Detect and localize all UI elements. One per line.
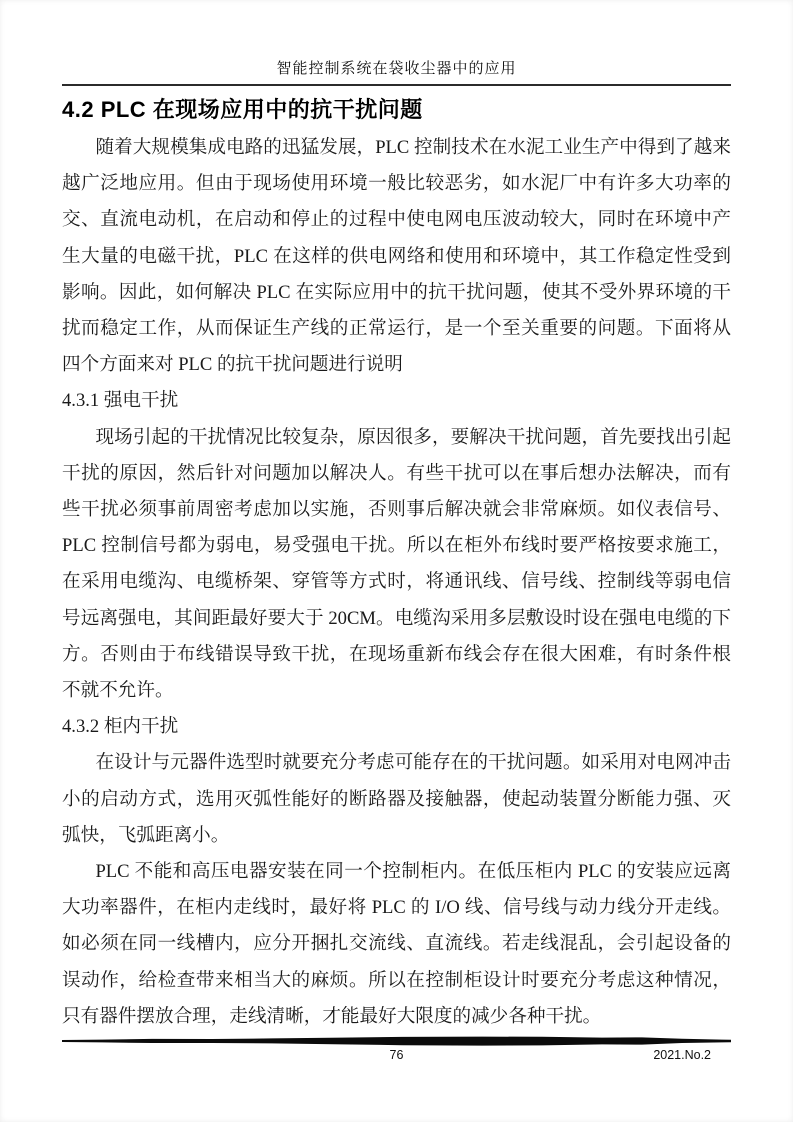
paragraph-cabinet-design: 在设计与元器件选型时就要充分考虑可能存在的干扰问题。如采用对电网冲击小的启动方式，选用灭弧性能好的断路器及接触器，使起动装置分断能力强、灭弧快，飞弧距离小。 xyxy=(62,752,731,846)
page-footer xyxy=(62,1036,731,1064)
subheading-cabinet-interference: 4.3.2 柜内干扰 xyxy=(62,716,179,738)
subheading-strong-current-interference: 4.3.1 强电干扰 xyxy=(62,390,179,412)
footer-decorative-bar xyxy=(62,1036,731,1048)
running-head-title: 智能控制系统在袋收尘器中的应用 xyxy=(276,61,517,77)
page-number: 76 xyxy=(389,1048,404,1062)
paragraph-plc-installation: PLC 不能和高压电器安装在同一个控制柜内。在低压柜内 PLC 的安装应远离大功率器件，在柜内走线时，最好将 PLC 的 I/O 线、信号线与动力线分开走线。如必须在同一线槽内，应分开捆扎交流线、直流线。若走线混乱，会引起设备的误动作，给检查带来相当大的麻烦。所以在控制柜设计时要充分考虑这种情况，只有器件摆放合理，走线清晰，才能最好大限度的减少各种干扰。 xyxy=(62,861,731,1027)
document-body xyxy=(62,130,731,1035)
issue-label: 2021.No.2 xyxy=(653,1048,711,1062)
footer-text-row xyxy=(62,1048,731,1064)
header-rule xyxy=(62,84,731,86)
section-heading: 4.2 PLC 在现场应用中的抗干扰问题 xyxy=(62,97,423,122)
page-content-column xyxy=(62,0,731,1035)
paragraph-strong-current: 现场引起的干扰情况比较复杂，原因很多，要解决干扰问题，首先要找出引起干扰的原因，然后针对问题加以解决人。有些干扰可以在事后想办法解决，而有些干扰必须事前周密考虑加以实施，否则事后解决就会非常麻烦。如仪表信号、PLC 控制信号都为弱电，易受强电干扰。所以在柜外布线时要严格按要求施工，在采用电缆沟、电缆桥架、穿管等方式时，将通讯线、信号线、控制线等弱电信号远离强电，其间距最好要大于 20CM。电缆沟采用多层敷设时设在强电电缆的下方。否则由于布线错误导致干扰，在现场重新布线会存在很大困难，有时条件根不就不允许。 xyxy=(62,426,731,702)
paragraph-intro: 随着大规模集成电路的迅猛发展，PLC 控制技术在水泥工业生产中得到了越来越广泛地应用。但由于现场使用环境一般比较恶劣，如水泥厂中有许多大功率的交、直流电动机，在启动和停止的过程中使电网电压波动较大，同时在环境中产生大量的电磁干扰，PLC 在这样的供电网络和使用和环境中，其工作稳定性受到影响。因此，如何解决 PLC 在实际应用中的抗干扰问题，使其不受外界环境的干扰而稳定工作，从而保证生产线的正常运行，是一个至关重要的问题。下面将从四个方面来对 PLC 的抗干扰问题进行说明 xyxy=(62,137,731,376)
